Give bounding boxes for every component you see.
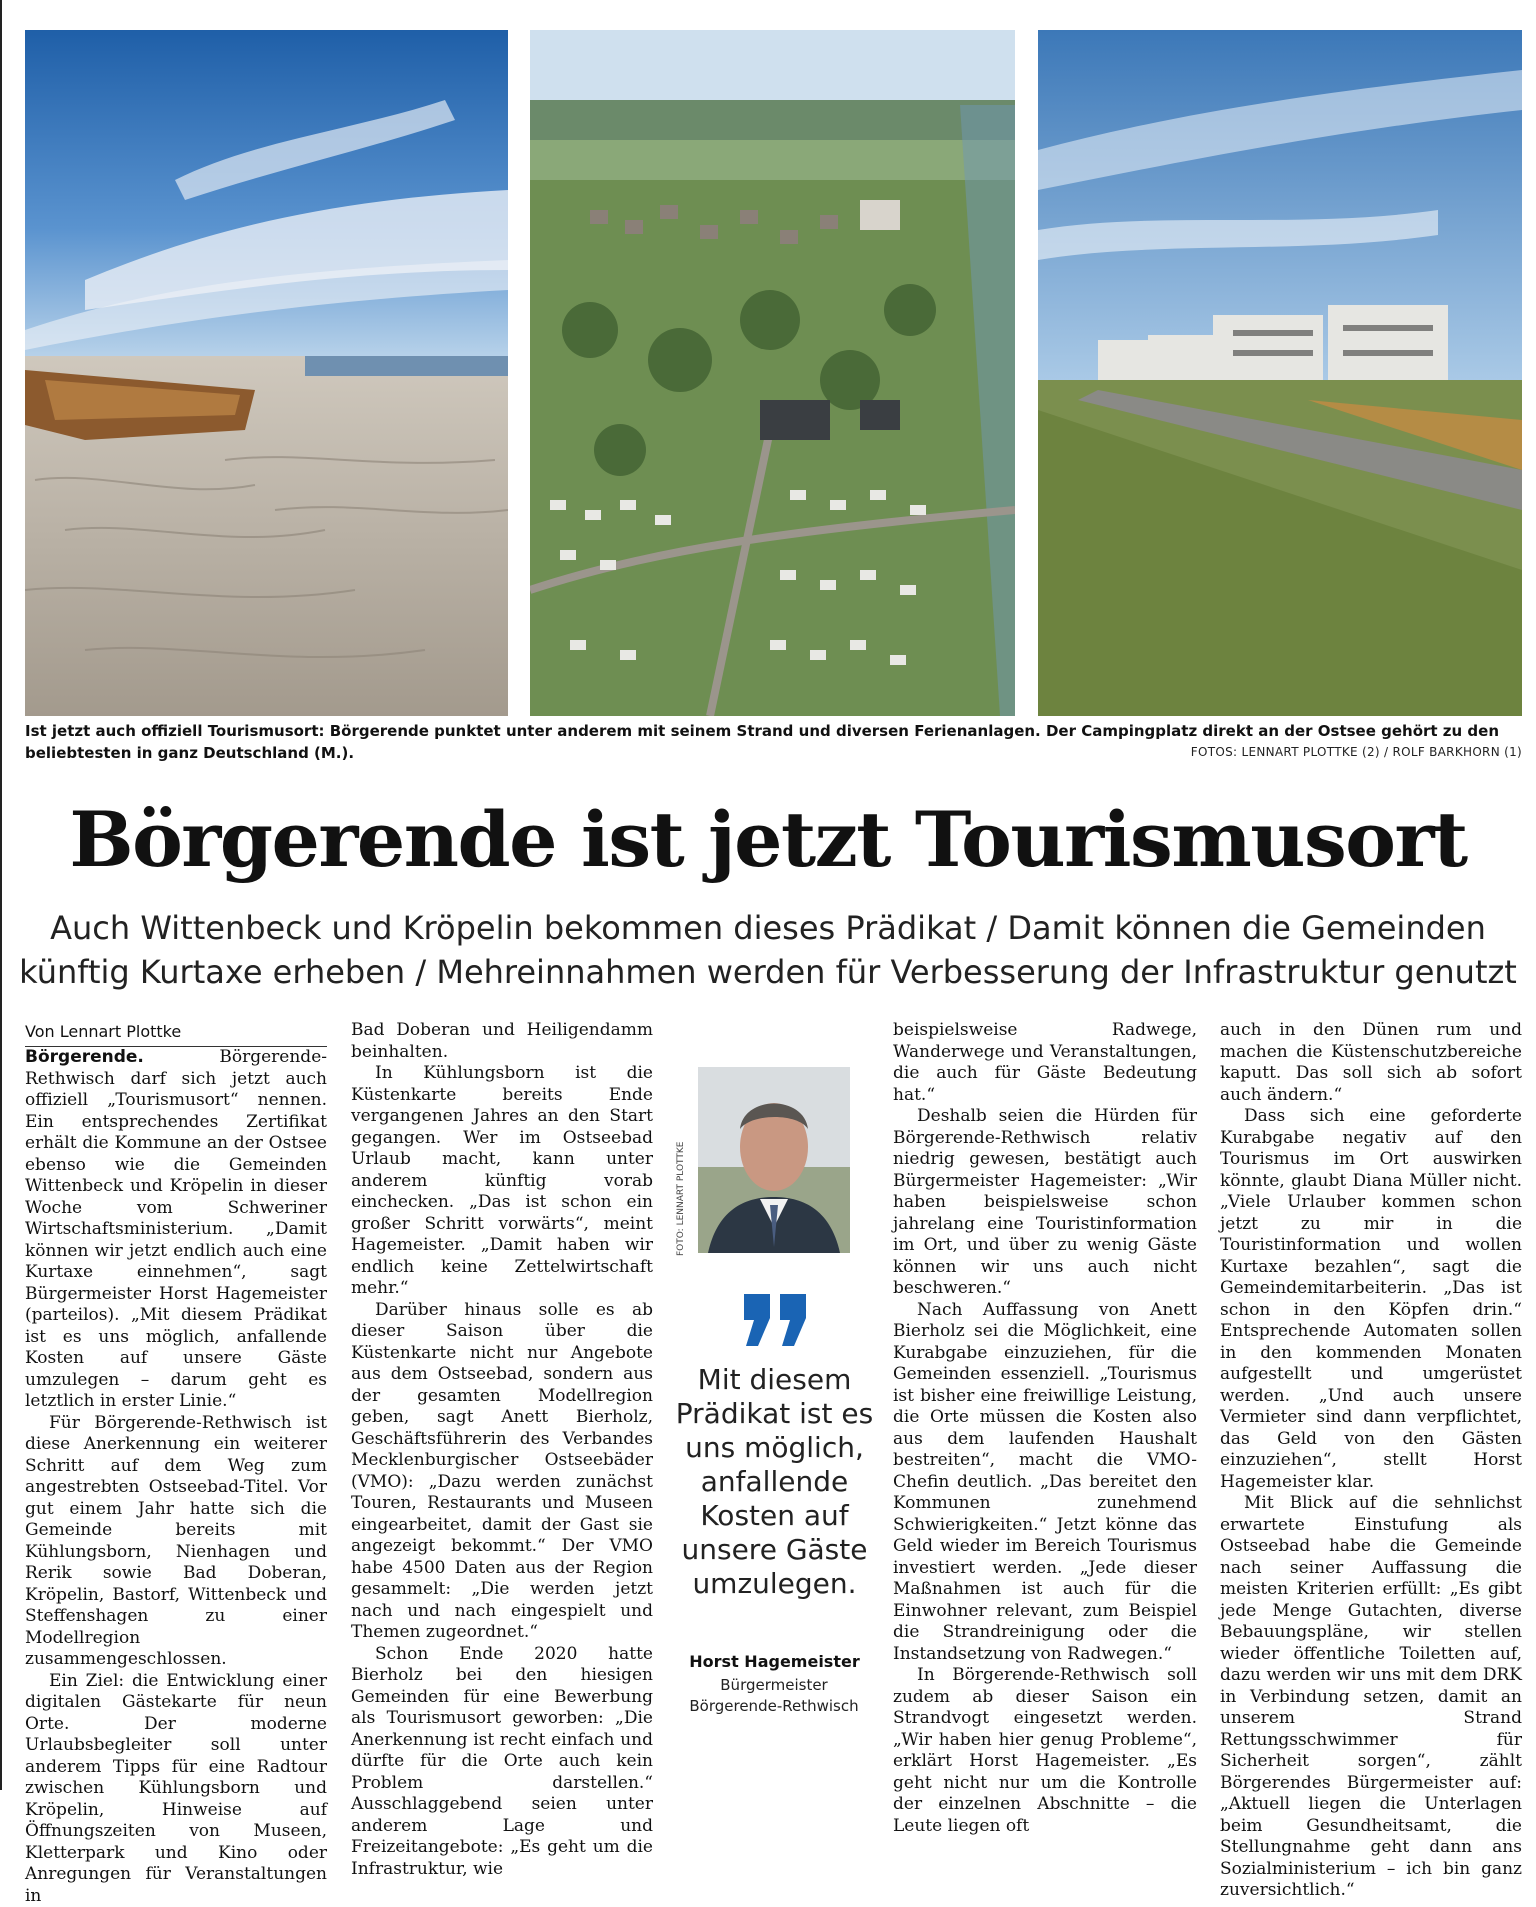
paragraph: Darüber hinaus solle es ab dieser Saison über die Küstenkarte nicht nur Angebote aus dem Ostseebad, sondern aus der gesamten Modellregion geben, sagt Anett Bierholz, Geschäftsführerin des Verbandes Mecklenburgischer Ostseebäder (VMO): „Dazu werden zunächst Touren, Restaurants und Museen eingearbeitet, damit der Gast sie angezeigt bekommt.“ Der VMO habe 4500 Daten aus der Region gesammelt: „Die werden jetzt nach und nach eingespielt und Themen zugeordnet.“ <box>351 1300 653 1644</box>
subheadline <box>0 906 1536 994</box>
pull-quote: Mit diesem Prädikat ist es uns möglich, anfallende Kosten auf unsere Gäste umzulegen. <box>672 1363 877 1601</box>
quote-author: Horst Hagemeister <box>672 1652 877 1671</box>
article-column-1 <box>25 1020 327 1907</box>
article-column-4 <box>1220 1020 1522 1902</box>
article-column-2 <box>351 1020 653 1880</box>
subheadline-line-2: künftig Kurtaxe erheben / Mehreinnahmen werden für Verbesserung der Infrastruktur genutzt <box>0 950 1536 994</box>
paragraph: Schon Ende 2020 hatte Bierholz bei den hiesigen Gemeinden für eine Bewerbung als Tourismusort geworben: „Die Anerkennung ist recht einfach und dürfte für die Orte auch kein Problem darstellen.“ Ausschlaggebend seien unter anderem Lage und Freizeitangebote: „Es geht um die Infrastruktur, wie <box>351 1644 653 1881</box>
paragraph: In Börgerende-Rethwisch soll zudem ab dieser Saison ein Strandvogt eingesetzt werden. „Wir haben hier genug Probleme“, erklärt Horst Hagemeister. „Es geht nicht nur um die Kontrolle der einzelnen Abschnitte – die Leute liegen oft <box>893 1665 1197 1837</box>
portrait-photo <box>698 1067 850 1253</box>
byline: Von Lennart Plottke <box>25 1020 327 1047</box>
portrait-credit: FOTO: LENNART PLOTTKE <box>676 1070 692 1256</box>
paragraph: Dass sich eine geforderte Kurabgabe negativ auf den Tourismus im Ort auswirken könnte, glaubt Diana Müller nicht. „Viele Urlauber kommen schon jetzt zu mir in die Touristinformation und wollen Kurtaxe bezahlen“, sagt die Gemeindemitarbeiterin. „Das ist schon in den Köpfen drin.“ Entsprechende Automaten sollen in den kommenden Monaten aufgestellt und umgerüstet werden. „Und auch unsere Vermieter sind dann verpflichtet, das Geld von den Gästen einzuziehen“, stellt Horst Hagemeister klar. <box>1220 1106 1522 1493</box>
photo-beach <box>25 30 508 716</box>
photo-promenade <box>1038 30 1522 716</box>
headline: Börgerende ist jetzt Tourismusort <box>0 790 1536 890</box>
paragraph: Für Börgerende-Rethwisch ist diese Anerkennung ein weiterer Schritt auf dem Weg zum angestrebten Ostseebad-Titel. Vor gut einem Jahr hatte sich die Gemeinde bereits mit Kühlungsborn, Nienhagen und Rerik sowie Bad Doberan, Kröpelin, Bastorf, Wittenbeck und Steffenshagen zu einer Modellregion zusammengeschlossen. <box>25 1413 327 1671</box>
dateline: Börgerende. <box>25 1047 144 1067</box>
article-column-3 <box>893 1020 1197 1837</box>
paragraph: Deshalb seien die Hürden für Börgerende-Rethwisch relativ niedrig gewesen, bestätigt auch Bürgermeister Hagemeister: „Wir haben beispielsweise schon jahrelang eine Touristinformation im Ort, und über zu wenig Gäste können wir uns auch nicht beschweren.“ <box>893 1106 1197 1300</box>
photo-credit: FOTOS: LENNART PLOTTKE (2) / ROLF BARKHORN (1) <box>1191 745 1522 759</box>
paragraph: Mit Blick auf die sehnlichst erwartete Einstufung als Ostseebad habe die Gemeinde nach seiner Auffassung die meisten Kriterien erfüllt: „Es gibt jede Menge Gutachten, diverse Bebauungspläne, wir stellen wieder öffentliche Toiletten auf, dazu werden wir uns mit dem DRK in Verbindung setzen, damit an unserem Strand Rettungsschwimmer für Sicherheit sorgen“, zählt Börgerendes Bürgermeister auf: „Aktuell liegen die Unterlagen beim Gesundheitsamt, die Stellungnahme geht dann ans Sozialministerium – ich bin ganz zuversichtlich.“ <box>1220 1493 1522 1902</box>
paragraph: auch in den Dünen rum und machen die Küstenschutzbereiche kaputt. Das soll sich ab sofort auch ändern.“ <box>1220 1020 1522 1106</box>
photo-caption: Ist jetzt auch offiziell Tourismusort: Börgerende punktet unter anderem mit seinem Strand und diversen Ferienanlagen. Der Campingplatz direkt an der Ostsee gehört zu den beliebtesten in ganz Deutschland (M.). <box>25 720 1522 764</box>
paragraph: Bad Doberan und Heiligendamm beinhalten. <box>351 1020 653 1063</box>
subheadline-line-1: Auch Wittenbeck und Kröpelin bekommen dieses Prädikat / Damit können die Gemeinden <box>0 906 1536 950</box>
paragraph <box>25 1047 327 1413</box>
page-edge-rule <box>0 0 2 1790</box>
paragraph: In Kühlungsborn ist die Küstenkarte bereits Ende vergangenen Jahres an den Start gegangen. Wer im Ostseebad Urlaub macht, kann unter anderem künftig vorab einchecken. „Das ist schon ein großer Schritt vorwärts“, meint Hagemeister. „Damit haben wir endlich keine Zettelwirtschaft mehr.“ <box>351 1063 653 1300</box>
paragraph: Ein Ziel: die Entwicklung einer digitalen Gästekarte für neun Orte. Der moderne Urlaubsbegleiter soll unter anderem Tipps für eine Radtour zwischen Kühlungsborn und Kröpelin, Hinweise auf Öffnungszeiten von Museen, Kletterpark und Kino oder Anregungen für Veranstaltungen in <box>25 1671 327 1907</box>
paragraph: beispielsweise Radwege, Wanderwege und Veranstaltungen, die auch für Gäste Bedeutung hat.“ <box>893 1020 1197 1106</box>
quote-role-line-1: Bürgermeister <box>660 1675 888 1696</box>
paragraph-text: Börgerende-Rethwisch darf sich jetzt auch offiziell „Tourismusort“ nennen. Ein entsprechendes Zertifikat erhält die Kommune an der Ostsee ebenso wie die Gemeinden Wittenbeck und Kröpelin in dieser Woche vom Schweriner Wirtschaftsministerium. „Damit können wir jetzt endlich auch eine Kurtaxe einnehmen“, sagt Bürgermeister Horst Hagemeister (parteilos). „Mit diesem Prädikat ist es uns möglich, anfallende Kosten auf unsere Gäste umzulegen – darum geht es letztlich in erster Linie.“ <box>25 1047 327 1411</box>
photo-aerial-campsite <box>530 30 1015 716</box>
quote-author-role <box>660 1675 888 1717</box>
quote-role-line-2: Börgerende-Rethwisch <box>660 1696 888 1717</box>
paragraph: Nach Auffassung von Anett Bierholz sei die Möglichkeit, eine Kurabgabe einzuziehen, für die Gemeinden essenziell. „Tourismus ist bisher eine freiwillige Leistung, die Orte müssen die Kosten also aus dem laufenden Haushalt bestreiten“, macht die VMO-Chefin deutlich. „Das bereitet den Kommunen zunehmend Schwierigkeiten.“ Jetzt könne das Geld wieder im Bereich Tourismus investiert werden. „Jede dieser Maßnahmen ist auch für die Einwohner relevant, zum Beispiel die Strandreinigung oder die Instandsetzung von Radwegen.“ <box>893 1300 1197 1666</box>
quote-mark-icon <box>740 1290 810 1350</box>
